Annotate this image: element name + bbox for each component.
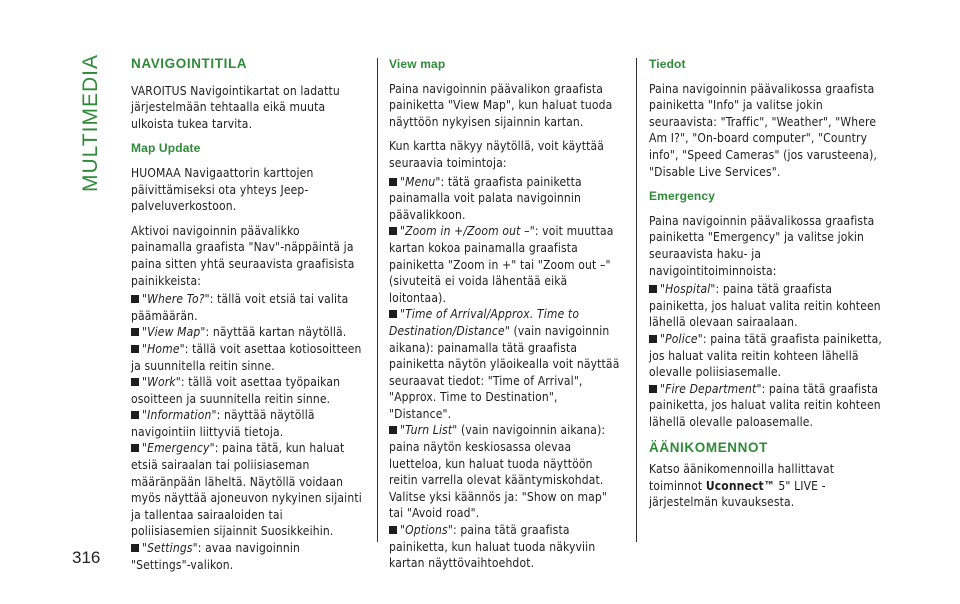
item-desc: : tällä voit etsiä tai valita päämäärän. [131, 292, 349, 323]
item-desc: (vain navigoinnin aikana): painamalla tätä graafista painiketta näytön yläoikealla voit näyttää seuraavat tiedot: "Time of Arrival", "Approx. Time to Destination", "Distance". [389, 323, 620, 421]
bullet-icon [389, 310, 397, 318]
section-title-navigointitila: NAVIGOINTITILA [131, 56, 248, 71]
bullet-icon [131, 345, 139, 353]
warning-text: VAROITUS Navigointikartat on ladattu järjestelmään tehtaalla eikä muuta ulkoista tukea tarvita. [131, 83, 340, 131]
column-3 [649, 56, 883, 519]
list-item: "Emergency": paina tätä, kun haluat etsiä sairaalan tai poliisiaseman määränpään läheltä. Näytöllä voidaan myös näyttää ajoneuvon nykyinen sijainti ja tallentaa sairaaloiden tai poliisiasemien sijainnit Suosikkeihin. [131, 441, 362, 539]
item-name: Fire Department [665, 381, 757, 396]
note-text: HUOMAA Navigaattorin karttojen päivittämiseksi ota yhteys Jeep-palveluverkostoon. [131, 165, 314, 214]
page-number: 316 [72, 548, 101, 567]
item-desc: : paina tätä graafista painiketta, jos haluat valita reitin kohteen lähellä olevaan sairaalaan. [649, 282, 881, 330]
bullet-icon [389, 426, 397, 434]
item-name: Information [147, 408, 212, 423]
item-desc: : paina tätä, kun haluat etsiä sairaalan tai poliisiaseman määränpään läheltä. Näytöllä voidaan myös näyttää ajoneuvon nykyinen sijainti ja tallentaa sairaaloiden tai poliisiasemien sijainnit Suosikkeihin. [131, 441, 362, 539]
item-name: Zoom in +/Zoom out – [405, 224, 530, 239]
bullet-icon [131, 328, 139, 336]
heading-map-update: Map Update [131, 141, 201, 156]
item-name: Police [665, 331, 698, 346]
bullet-icon [131, 295, 139, 303]
item-name: Hospital [665, 282, 711, 297]
list-item: "Where To?": tällä voit etsiä tai valita päämäärän. [131, 292, 349, 323]
list-item: "Home": tällä voit asettaa kotiosoitteen ja suunnitella reitin sinne. [131, 341, 362, 373]
item-name: Settings [147, 541, 193, 556]
item-name: Time of Arrival/Approx. Time to Destination/Distance [389, 307, 580, 338]
list-item: "Fire Department": paina tätä graafista painiketta, jos haluat valita reitin kohteen lähellä olevalle paloasemalle. [649, 381, 881, 429]
column-2 [389, 56, 621, 572]
item-name: Home [147, 341, 180, 356]
bullet-icon [649, 385, 657, 393]
heading-view-map: View map [389, 57, 446, 71]
section-tab [78, 48, 104, 198]
aani-text [649, 461, 883, 511]
item-name: View Map [147, 325, 201, 340]
view-map-text: Paina navigoinnin päävalikon graafista painiketta "View Map", kun haluat tuoda näyttöön nykyisen sijainnin kartan. [389, 81, 613, 129]
list-item: "Options": paina tätä graafista painiketta, kun haluat tuoda näkyviin kartan näyttövaihtoehdot. [389, 523, 596, 571]
item-desc: (vain navigoinnin aikana): paina näytön keskiosassa olevaa luetteloa, kun haluat tuoda näyttöön reitin varrella olevat kääntymiskohdat. Valitse yksi käännös ja: "Show on map" tai "Avoid road". [389, 423, 608, 521]
list-item: "Information": näyttää näytöllä navigointiin liittyviä tietoja. [131, 408, 315, 439]
item-name: Menu [405, 174, 436, 189]
list-item: "Turn List" (vain navigoinnin aikana): paina näytön keskiosassa olevaa luetteloa, kun haluat tuoda näyttöön reitin varrella olevat kääntymiskohdat. Valitse yksi käännös ja: "Show on map" tai "Avoid road". [389, 423, 608, 521]
section-title-aanikomennot: ÄÄNIKOMENNOT [649, 440, 768, 456]
list-item: "Zoom in +/Zoom out –": voit muuttaa kartan kokoa painamalla graafista painiketta "Zoom in +" tai "Zoom out –" (sivuteitä ei voida lähentää eikä loitontaa). [389, 224, 614, 305]
item-desc: : tällä voit asettaa kotiosoitteen ja suunnitella reitin sinne. [131, 341, 362, 373]
bullet-icon [131, 378, 139, 386]
item-desc: : tätä graafista painiketta painamalla voit palata navigoinnin päävalikkoon. [389, 174, 582, 222]
column-divider [377, 58, 378, 542]
item-desc: : paina tätä graafista painiketta, jos haluat valita reitin kohteen lähellä olevalle poliisiasemalle. [649, 331, 882, 380]
bullet-icon [131, 544, 139, 552]
bullet-icon [131, 411, 139, 419]
list-item: "Settings": avaa navigoinnin "Settings"-valikon. [131, 541, 301, 572]
aani-pre: Katso äänikomennoilla hallittavat toiminnot [649, 462, 835, 493]
list-item: "Time of Arrival/Approx. Time to Destination/Distance" (vain navigoinnin aikana): painamalla tätä graafista painiketta näytön yläoikealla voit näyttää seuraavat tiedot: "Time of Arrival", "Approx. Time to Destination", "Distance". [389, 307, 620, 421]
list-item: "Police": paina tätä graafista painiketta, jos haluat valita reitin kohteen lähellä olevalle poliisiasemalle. [649, 331, 882, 380]
bullet-icon [389, 178, 397, 186]
section-tab-label: MULTIMEDIA [79, 54, 103, 192]
aani-brand: Uconnect™ [705, 478, 775, 493]
item-desc: : tällä voit asettaa työpaikan osoitteen ja suunnitella reitin sinne. [131, 375, 341, 406]
heading-tiedot: Tiedot [649, 57, 686, 71]
list-item: "Work": tällä voit asettaa työpaikan osoitteen ja suunnitella reitin sinne. [131, 375, 341, 406]
list-item: "View Map": näyttää kartan näytöllä. [131, 324, 363, 341]
item-name: Options [405, 523, 448, 538]
column-1 [131, 56, 363, 573]
heading-emergency: Emergency [649, 189, 716, 204]
bullet-icon [131, 444, 139, 452]
item-desc: : näyttää kartan näytöllä. [205, 325, 347, 340]
item-desc: : voit muuttaa kartan kokoa painamalla graafista painiketta "Zoom in +" tai "Zoom out –" (sivuteitä ei voida lähentää eikä loitontaa). [389, 224, 614, 305]
emergency-text: Paina navigoinnin päävalikossa graafista painiketta "Emergency" ja valitse jokin seuraavista haku- ja navigointitoiminnoista: [649, 213, 875, 278]
item-name: Turn List [405, 423, 453, 438]
item-desc: : paina tätä graafista painiketta, kun haluat tuoda näkyviin kartan näyttövaihtoehdot. [389, 523, 596, 571]
list-item: "Menu": tätä graafista painiketta painamalla voit palata navigoinnin päävalikkoon. [389, 174, 582, 222]
bullet-icon [649, 335, 657, 343]
item-name: Where To? [147, 292, 205, 307]
tiedot-text: Paina navigoinnin päävalikossa graafista painiketta "Info" ja valitse jokin seuraavista: "Traffic", "Weather", "Where Am I?", "On-board computer", "Country info", "Speed Cameras" (jos varusteena), "Disable Live Services". [649, 81, 878, 179]
intro-text: Aktivoi navigoinnin päävalikko painamalla graafista "Nav"-näppäintä ja paina sitten yhtä seuraavista graafisista painikkeista: [131, 223, 355, 288]
view-map-intro: Kun kartta näkyy näytöllä, voit käyttää seuraavia toimintoja: [389, 139, 605, 170]
item-name: Work [147, 375, 176, 390]
bullet-icon [649, 285, 657, 293]
column-divider [636, 58, 637, 542]
list-item: "Hospital": paina tätä graafista painiketta, jos haluat valita reitin kohteen lähellä olevaan sairaalaan. [649, 282, 881, 330]
aani-post: 5" LIVE -järjestelmän kuvauksesta. [649, 478, 826, 510]
bullet-icon [389, 526, 397, 534]
item-desc: : näyttää näytöllä navigointiin liittyviä tietoja. [131, 408, 315, 439]
item-desc: : avaa navigoinnin "Settings"-valikon. [131, 541, 301, 572]
item-name: Emergency [147, 441, 210, 456]
bullet-icon [389, 227, 397, 235]
item-desc: : paina tätä graafista painiketta, jos haluat valita reitin kohteen lähellä olevalle paloasemalle. [649, 381, 881, 429]
